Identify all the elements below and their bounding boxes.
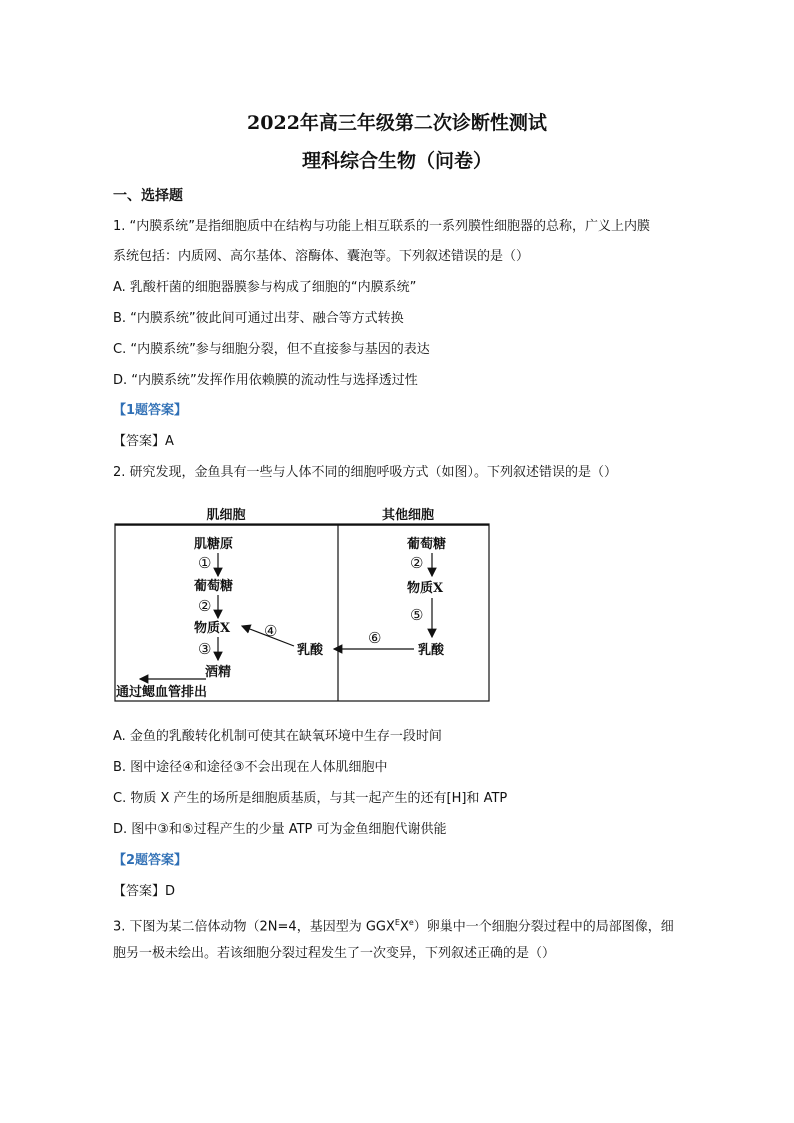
q1-answer-tag: 【1题答案】 [113, 403, 188, 418]
step-2-right: ② [410, 554, 424, 572]
q1-option-b: B. “内膜系统”彼此间可通过出芽、融合等方式转换 [113, 311, 404, 326]
q1-option-d: D. “内膜系统”发挥作用依赖膜的流动性与选择透过性 [113, 373, 418, 388]
glucose-left-label: 葡萄糖 [194, 579, 234, 594]
step-2-left: ② [198, 597, 212, 615]
q2-stem: 2. 研究发现，金鱼具有一些与人体不同的细胞呼吸方式（如图）。下列叙述错误的是（） [113, 465, 618, 480]
q2-option-a: A. 金鱼的乳酸转化机制可使其在缺氧环境中生存一段时间 [113, 729, 442, 744]
lactic-acid-middle: 乳酸 [297, 643, 324, 658]
q2-option-b: B. 图中途径④和途径③不会出现在人体肌细胞中 [113, 760, 388, 775]
q2-answer-tag: 【2题答案】 [113, 853, 188, 868]
alcohol-label: 酒精 [205, 665, 232, 680]
step-6: ⑥ [368, 629, 382, 647]
right-cell-header: 其他细胞 [381, 508, 435, 523]
substance-x-right: 物质X [407, 581, 444, 596]
step-4: ④ [264, 622, 278, 640]
q1-stem-line1: 1. “内膜系统”是指细胞质中在结构与功能上相互联系的一系列膜性细胞器的总称，广义上内膜 [113, 219, 651, 234]
q3-stem-line1 [113, 914, 713, 936]
q3-stem-part-a: 3. 下图为某二倍体动物（2N=4，基因型为 GGX [113, 919, 395, 935]
q3-sup-1: E [394, 918, 400, 927]
respiration-diagram [114, 500, 494, 705]
step-5: ⑤ [410, 606, 424, 624]
step-1: ① [198, 554, 212, 572]
q1-stem-line2: 系统包括：内质网、高尔基体、溶酶体、囊泡等。下列叙述错误的是（） [113, 249, 530, 264]
section-heading: 一、选择题 [113, 188, 183, 204]
q3-sup-2: e [408, 918, 414, 927]
page-title: 2022年高三年级第二次诊断性测试 [247, 112, 547, 134]
q1-option-c: C. “内膜系统”参与细胞分裂，但不直接参与基因的表达 [113, 342, 430, 357]
excrete-label: 通过鳃血管排出 [116, 685, 208, 700]
q1-option-a: A. 乳酸杆菌的细胞器膜参与构成了细胞的“内膜系统” [113, 280, 417, 295]
glucose-right-label: 葡萄糖 [407, 537, 447, 552]
q2-option-d: D. 图中③和⑤过程产生的少量 ATP 可为金鱼细胞代谢供能 [113, 822, 447, 837]
q3-stem-part-b: ）卵巢中一个细胞分裂过程中的局部图像，细 [413, 919, 674, 935]
substance-x-left: 物质X [194, 621, 231, 636]
glycogen-label: 肌糖原 [194, 537, 234, 552]
step-3: ③ [198, 640, 212, 658]
q3-stem-line2: 胞另一极未绘出。若该细胞分裂过程发生了一次变异，下列叙述正确的是（） [113, 946, 556, 961]
q3-stem-mid: X [399, 919, 409, 935]
q2-option-c: C. 物质 X 产生的场所是细胞质基质，与其一起产生的还有[H]和 ATP [113, 791, 508, 806]
page-subtitle: 理科综合生物（问卷） [301, 150, 492, 172]
q2-answer: 【答案】D [113, 884, 176, 899]
left-cell-header: 肌细胞 [206, 508, 246, 523]
q1-answer: 【答案】A [113, 434, 174, 449]
lactic-acid-right: 乳酸 [418, 643, 445, 658]
